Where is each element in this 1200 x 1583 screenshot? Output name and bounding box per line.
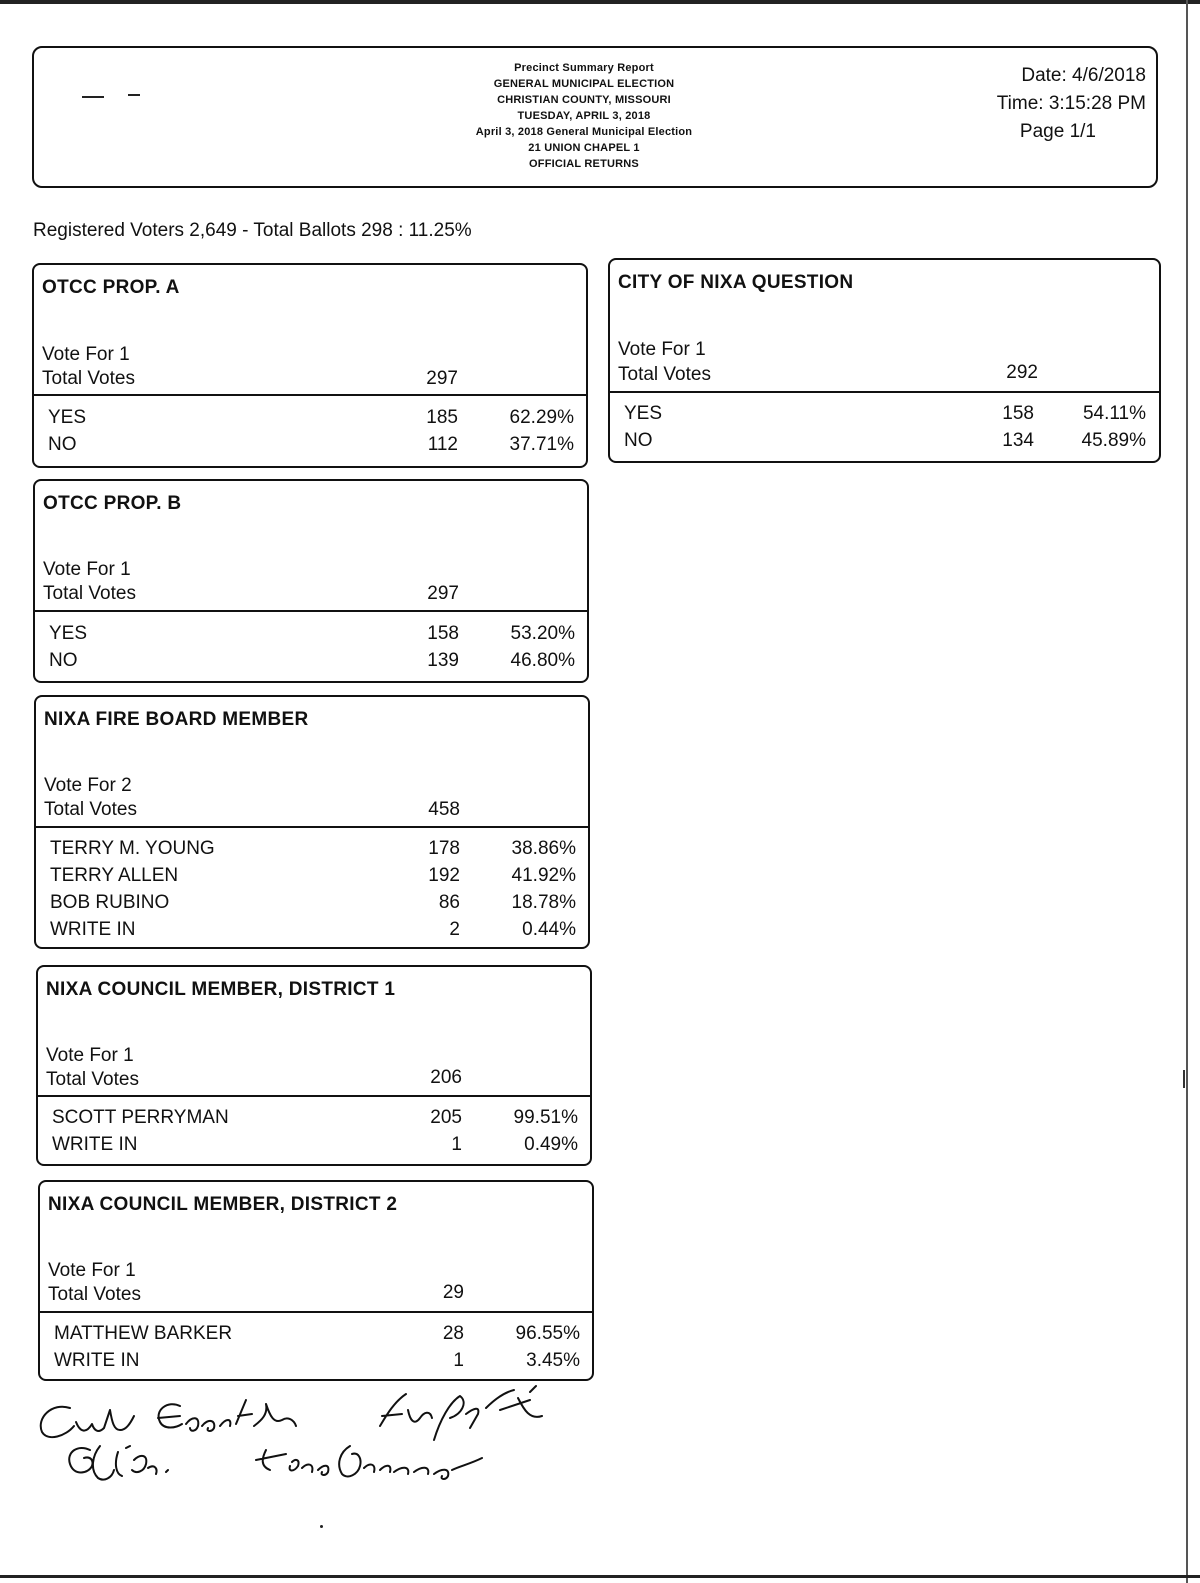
election-description: April 3, 2018 General Municipal Election bbox=[475, 126, 693, 138]
contest-city-of-nixa-question bbox=[608, 258, 1161, 463]
choice-percent: 0.44% bbox=[522, 919, 576, 940]
choice-votes: 112 bbox=[427, 434, 458, 455]
signatures bbox=[30, 1380, 570, 1500]
choice-row bbox=[36, 865, 588, 893]
vote-for: Vote For 1 bbox=[42, 344, 130, 365]
vote-for: Vote For 2 bbox=[44, 775, 132, 796]
choice-percent: 99.51% bbox=[513, 1107, 578, 1128]
choice-percent: 38.86% bbox=[511, 838, 576, 859]
report-date: Date: 4/6/2018 bbox=[1021, 65, 1146, 86]
choice-votes: 185 bbox=[426, 407, 458, 428]
choice-votes: 205 bbox=[430, 1107, 462, 1128]
contest-title: CITY OF NIXA QUESTION bbox=[618, 272, 854, 293]
report-title-block bbox=[354, 60, 814, 172]
choice-votes: 178 bbox=[428, 838, 460, 859]
total-votes-value: 292 bbox=[1006, 362, 1038, 383]
choice-row bbox=[610, 403, 1159, 431]
choice-votes: 158 bbox=[427, 623, 459, 644]
report-title: Precinct Summary Report bbox=[514, 62, 654, 74]
total-votes-value: 29 bbox=[442, 1282, 464, 1303]
choice-name: MATTHEW BARKER bbox=[54, 1323, 233, 1344]
contest-nixa-council-district-1 bbox=[36, 965, 592, 1166]
signature-mark bbox=[320, 1525, 323, 1528]
choice-row bbox=[36, 892, 588, 920]
choice-row bbox=[38, 1107, 590, 1135]
election-name: GENERAL MUNICIPAL ELECTION bbox=[493, 78, 675, 90]
page-right-edge bbox=[1186, 0, 1188, 1583]
contest-nixa-council-district-2 bbox=[38, 1180, 594, 1381]
total-votes-value: 458 bbox=[428, 799, 460, 820]
choice-name: TERRY ALLEN bbox=[50, 865, 179, 886]
choice-percent: 45.89% bbox=[1081, 430, 1146, 451]
choice-percent: 41.92% bbox=[511, 865, 576, 886]
divider bbox=[40, 1311, 592, 1313]
choice-name: WRITE IN bbox=[52, 1134, 138, 1155]
choice-percent: 46.80% bbox=[510, 650, 575, 671]
page-number: Page 1/1 bbox=[1019, 121, 1096, 142]
total-votes-label: Total Votes bbox=[42, 368, 135, 389]
choice-row bbox=[40, 1323, 592, 1351]
precinct-name: 21 UNION CHAPEL 1 bbox=[528, 142, 640, 154]
vote-for: Vote For 1 bbox=[43, 559, 131, 580]
election-date: TUESDAY, APRIL 3, 2018 bbox=[517, 110, 651, 122]
choice-percent: 0.49% bbox=[524, 1134, 578, 1155]
choice-row bbox=[35, 650, 587, 678]
report-time: Time: 3:15:28 PM bbox=[996, 93, 1146, 114]
choice-percent: 3.45% bbox=[526, 1350, 580, 1371]
contest-otcc-prop-a bbox=[32, 263, 588, 468]
total-votes-label: Total Votes bbox=[46, 1069, 139, 1090]
choice-row bbox=[40, 1350, 592, 1378]
choice-percent: 62.29% bbox=[509, 407, 574, 428]
choice-votes: 1 bbox=[453, 1350, 464, 1371]
choice-percent: 18.78% bbox=[511, 892, 576, 913]
choice-votes: 86 bbox=[438, 892, 460, 913]
returns-type: OFFICIAL RETURNS bbox=[529, 158, 639, 170]
registration-summary: Registered Voters 2,649 - Total Ballots 298 : 11.25% bbox=[33, 220, 472, 241]
choice-name: SCOTT PERRYMAN bbox=[52, 1107, 229, 1128]
total-votes-value: 206 bbox=[430, 1067, 462, 1088]
contest-title: NIXA FIRE BOARD MEMBER bbox=[44, 709, 309, 730]
choice-votes: 158 bbox=[1002, 403, 1034, 424]
contest-title: OTCC PROP. A bbox=[42, 277, 180, 298]
header-dash bbox=[82, 96, 104, 98]
choice-row bbox=[38, 1134, 590, 1162]
choice-name: WRITE IN bbox=[54, 1350, 140, 1371]
choice-percent: 96.55% bbox=[515, 1323, 580, 1344]
choice-percent: 54.11% bbox=[1082, 403, 1146, 424]
choice-votes: 139 bbox=[427, 650, 459, 671]
choice-name: YES bbox=[49, 623, 88, 644]
choice-row bbox=[36, 838, 588, 866]
total-votes-value: 297 bbox=[426, 368, 458, 389]
choice-row bbox=[35, 623, 587, 651]
choice-name: NO bbox=[624, 430, 653, 451]
divider bbox=[36, 826, 588, 828]
choice-percent: 53.20% bbox=[510, 623, 575, 644]
choice-row bbox=[36, 919, 588, 947]
contest-nixa-fire-board bbox=[34, 695, 590, 949]
choice-votes: 2 bbox=[449, 919, 460, 940]
choice-percent: 37.71% bbox=[509, 434, 574, 455]
choice-row bbox=[34, 434, 586, 462]
choice-name: YES bbox=[624, 403, 663, 424]
margin-mark bbox=[1183, 1070, 1185, 1088]
total-votes-label: Total Votes bbox=[618, 364, 711, 385]
choice-name: YES bbox=[48, 407, 87, 428]
vote-for: Vote For 1 bbox=[618, 339, 706, 360]
total-votes-label: Total Votes bbox=[44, 799, 137, 820]
report-header bbox=[32, 46, 1158, 188]
divider bbox=[610, 391, 1159, 393]
vote-for: Vote For 1 bbox=[48, 1260, 136, 1281]
contest-otcc-prop-b bbox=[33, 479, 589, 683]
contest-title: NIXA COUNCIL MEMBER, DISTRICT 2 bbox=[48, 1194, 398, 1215]
choice-name: NO bbox=[49, 650, 78, 671]
divider bbox=[38, 1095, 590, 1097]
choice-votes: 28 bbox=[442, 1323, 464, 1344]
header-dash bbox=[128, 94, 140, 96]
choice-row bbox=[34, 407, 586, 435]
choice-name: BOB RUBINO bbox=[50, 892, 170, 913]
contest-title: NIXA COUNCIL MEMBER, DISTRICT 1 bbox=[46, 979, 396, 1000]
vote-for: Vote For 1 bbox=[46, 1045, 134, 1066]
page-bottom-edge bbox=[0, 1575, 1200, 1578]
total-votes-value: 297 bbox=[427, 583, 459, 604]
choice-row bbox=[610, 430, 1159, 458]
total-votes-label: Total Votes bbox=[48, 1284, 141, 1305]
choice-name: TERRY M. YOUNG bbox=[50, 838, 215, 859]
contest-title: OTCC PROP. B bbox=[43, 493, 182, 514]
choice-votes: 134 bbox=[1002, 430, 1034, 451]
choice-name: WRITE IN bbox=[50, 919, 136, 940]
page-top-edge bbox=[0, 0, 1200, 4]
choice-votes: 192 bbox=[428, 865, 460, 886]
divider bbox=[34, 394, 586, 396]
choice-name: NO bbox=[48, 434, 77, 455]
report-meta bbox=[997, 62, 1146, 146]
divider bbox=[35, 610, 587, 612]
county-name: CHRISTIAN COUNTY, MISSOURI bbox=[497, 94, 671, 106]
choice-votes: 1 bbox=[451, 1134, 462, 1155]
total-votes-label: Total Votes bbox=[43, 583, 136, 604]
